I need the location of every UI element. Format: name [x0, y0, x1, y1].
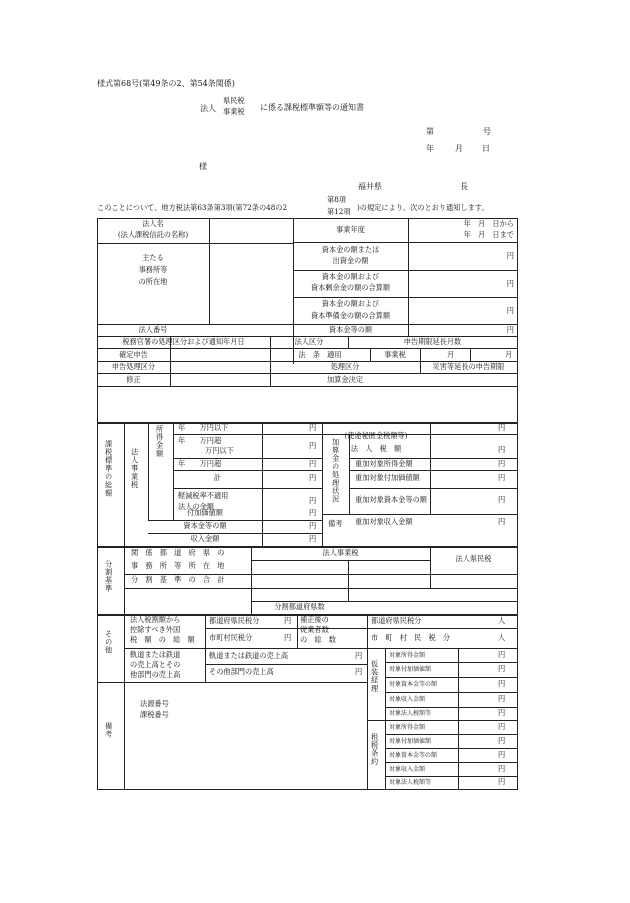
sozei-value-added-yen: 円 [498, 736, 506, 745]
capital-reserve-line1: 資本金の額および [321, 299, 380, 308]
secret-funds-label: (使途秘匿金税額等) [344, 431, 408, 440]
corp-tax-amount-label: 法 人 税 額 [350, 444, 402, 453]
sozei-capital-yen: 円 [498, 750, 506, 759]
kaso-value-added-yen: 円 [498, 664, 506, 673]
kaso-corp-tax-yen: 円 [498, 708, 506, 717]
kaso-capital-label: 対象資本金等の額 [389, 681, 438, 688]
kaso-value-added-label: 対象付加価値額 [389, 666, 432, 673]
heavy-value-added-label: 重加対象付加価値額 [355, 473, 420, 482]
bracket2-label-b: 万円以下 [205, 446, 234, 455]
non-reduced-label-a: 軽減税率不適用 [178, 491, 229, 500]
heavy-value-added-yen: 円 [498, 473, 506, 482]
sozei-value-added-label: 対象付加価値額 [389, 738, 432, 745]
issuer-prefecture: 福井県 [358, 182, 382, 191]
rail-sales-label2: の売上高とその [130, 660, 181, 669]
correction-label: 修正 [126, 375, 141, 384]
foreign-tax-label1: 法人税割額から [130, 615, 181, 624]
notice-text-part1: このことについて、地方税法第63条第3項(第72条の48の2 [97, 203, 288, 212]
rail-sales-label1: 軌道または鉄道 [130, 650, 181, 659]
capital-total-label: 資本金等の額 [328, 325, 373, 334]
foreign-pref-share-label: 都道府県民税分 [209, 616, 260, 625]
tax-code-label: 課税番号 [140, 710, 169, 719]
employees-city-person: 人 [498, 633, 506, 642]
capital-amount-label: 資本金等の額 [183, 521, 227, 530]
income-total-label: 計 [213, 473, 222, 482]
capital-label-line2: 出資金の額 [332, 256, 369, 265]
process-class-label: 処理区分 [330, 362, 360, 371]
base-remarks-label: 備考 [328, 519, 343, 528]
office-label-line2: 事務所等 [138, 265, 168, 274]
other-section-label: その他 [104, 630, 114, 655]
fiscal-year-from: 年 月 日から [463, 219, 514, 228]
heavy-capital-yen: 円 [498, 495, 506, 504]
capital-yen-3: 円 [506, 306, 514, 315]
employees-label1: 補正後の [300, 615, 329, 624]
corp-code-label: 法源番号 [140, 699, 169, 708]
sozei-income-yen: 円 [498, 722, 506, 731]
foreign-tax-label3: 税 額 の 総 額 [130, 635, 195, 644]
rail-sales-amount-label: 軌道または鉄道の売上高 [209, 651, 289, 660]
heavy-capital-label: 重加対象資本金等の額 [355, 495, 427, 504]
office-label-line1: 主たる [142, 253, 164, 262]
income-total-yen: 円 [309, 473, 317, 482]
split-basis-section-label: 分割基準 [104, 560, 114, 593]
employees-label3: の 総 数 [300, 635, 336, 644]
split-pref-tax-label: 法人県民税 [455, 554, 492, 563]
foreign-city-yen: 円 [284, 633, 292, 642]
sozei-corp-tax-yen: 円 [498, 777, 506, 786]
capital-yen-2: 円 [506, 279, 514, 288]
corp-number-label: 法人番号 [138, 325, 168, 334]
split-pref-count-label: 分割都道府県数 [274, 602, 325, 611]
disaster-deadline-label: 災害等延長の申告期限 [432, 362, 505, 371]
employees-label2: 従業者数 [300, 625, 329, 634]
bottom-remarks-label: 備考 [104, 722, 114, 739]
title-option-prefectural-tax: 県民税 [223, 96, 245, 105]
notice-option-paragraph12: 第12項 [327, 207, 351, 216]
sozei-joyaku-label: 租税条約 [370, 733, 380, 766]
other-sales-yen: 円 [355, 667, 363, 676]
revenue-amount-label: 収入金額 [190, 534, 220, 543]
non-reduced-yen: 円 [309, 496, 317, 505]
kaso-revenue-yen: 円 [498, 694, 506, 703]
kaso-keiri-label: 仮装経理 [370, 660, 380, 693]
kaso-income-yen: 円 [498, 650, 506, 659]
date-year-label: 年 [426, 144, 434, 153]
issuer-title: 長 [460, 182, 468, 191]
surcharge-decision-label: 加算金決定 [327, 375, 363, 384]
heavy-revenue-yen: 円 [498, 517, 506, 526]
capital-surplus-line1: 資本金の額および [321, 272, 380, 281]
corp-trust-label: (法人課税信託の名称) [117, 230, 189, 239]
notice-text-part2: )の規定により、次のとおり通知します。 [357, 203, 489, 212]
sozei-capital-label: 対象資本金等の額 [389, 752, 438, 759]
related-pref-label2: 事 務 所 等 所 在 地 [131, 561, 225, 570]
rail-sales-yen: 円 [355, 651, 363, 660]
employees-city-label: 市 町 村 民 税 分 [371, 633, 451, 642]
corp-tax-amount-yen: 円 [498, 445, 506, 454]
form-number: 様式第68号(第49条の2、第54条関係) [97, 79, 235, 88]
income-amount-label: 所得金額 [155, 425, 165, 458]
sozei-income-label: 対象所得金額 [389, 724, 426, 731]
article-applied-label: 法 条 適用 [298, 350, 342, 359]
capital-label-line1: 資本金の額または [321, 245, 380, 254]
foreign-city-share-label: 市町村民税分 [209, 633, 253, 642]
sozei-revenue-yen: 円 [498, 764, 506, 773]
rail-sales-label3: 他部門の売上高 [130, 670, 181, 679]
corp-name-label: 法人名 [142, 219, 164, 228]
tax-base-section-label: 課税標準の総額 [104, 440, 114, 498]
month-label-2: 月 [505, 350, 513, 359]
enterprise-tax-label: 事業税 [384, 350, 406, 359]
corp-enterprise-tax-label: 法人事業税 [130, 448, 140, 489]
capital-total-yen: 円 [506, 325, 514, 334]
split-enterprise-tax-label: 法人事業税 [322, 548, 359, 557]
bracket1-yen: 円 [309, 423, 317, 432]
fiscal-year-to: 年 月 日まで [463, 230, 514, 239]
heavy-income-yen: 円 [498, 459, 506, 468]
split-basis-total-label: 分 割 基 準 の 合 計 [131, 575, 225, 584]
value-added-yen: 円 [309, 508, 317, 517]
extension-months-label: 申告期限延長月数 [403, 337, 462, 346]
related-pref-label1: 関 係 都 道 府 県 の [131, 548, 225, 557]
date-day-label: 日 [482, 144, 490, 153]
confirmed-filing-label: 確定申告 [119, 350, 148, 359]
tax-office-label: 税務官署の処理区分および通知年月日 [122, 337, 245, 346]
capital-reserve-line2: 資本準備金の額の合算額 [310, 311, 391, 320]
capital-surplus-line2: 資本剰余金の額の合算額 [310, 283, 391, 292]
number-label: 第 [426, 127, 434, 136]
corp-class-label: 法人区分 [294, 337, 324, 346]
office-label-line3: の所在地 [138, 277, 168, 286]
foreign-pref-yen: 円 [284, 616, 292, 625]
title-prefix: 法人 [200, 104, 216, 113]
secret-funds-yen: 円 [498, 423, 506, 432]
kaso-capital-yen: 円 [498, 679, 506, 688]
capital-yen-1: 円 [506, 251, 514, 260]
sozei-revenue-label: 対象収入金額 [389, 766, 426, 773]
surcharge-status-label: 加算金の処理状況 [331, 438, 341, 504]
fiscal-year-label: 事業年度 [336, 225, 365, 234]
bracket2-yen: 円 [309, 441, 317, 450]
heavy-revenue-label: 重加対象収入金額 [355, 517, 413, 526]
employees-pref-label: 都道府県民税分 [371, 616, 422, 625]
sozei-corp-tax-label: 対象法人税額等 [389, 779, 432, 786]
month-label-1: 月 [447, 350, 455, 359]
bracket1-label: 年 万円以下 [178, 423, 229, 432]
date-month-label: 月 [455, 144, 463, 153]
revenue-amount-yen: 円 [309, 534, 317, 543]
other-sales-amount-label: その他部門の売上高 [209, 667, 274, 676]
bracket2-label-a: 年 万円超 [178, 436, 222, 445]
heavy-income-label: 重加対象所得金額 [355, 459, 413, 468]
kaso-corp-tax-label: 対象法人税額等 [389, 710, 432, 717]
foreign-tax-label2: 控除すべき外国 [130, 625, 181, 634]
bracket3-yen: 円 [309, 459, 317, 468]
value-added-label: 付加価値額 [187, 508, 223, 517]
title-option-enterprise-tax: 事業税 [223, 107, 245, 116]
addressee-suffix: 様 [199, 162, 207, 171]
employees-pref-person: 人 [498, 616, 506, 625]
bracket3-label: 年 万円超 [178, 459, 222, 468]
kaso-revenue-label: 対象収入金額 [389, 696, 426, 703]
non-reduced-label-b: 法人の金額 [178, 502, 214, 511]
capital-amount-yen: 円 [309, 521, 317, 530]
document-title: に係る課税標準額等の通知書 [260, 103, 364, 112]
filing-class-label: 申告処理区分 [111, 362, 156, 371]
number-suffix: 号 [483, 127, 491, 136]
notice-option-paragraph8: 第8項 [327, 195, 346, 204]
kaso-income-label: 対象所得金額 [389, 652, 426, 659]
